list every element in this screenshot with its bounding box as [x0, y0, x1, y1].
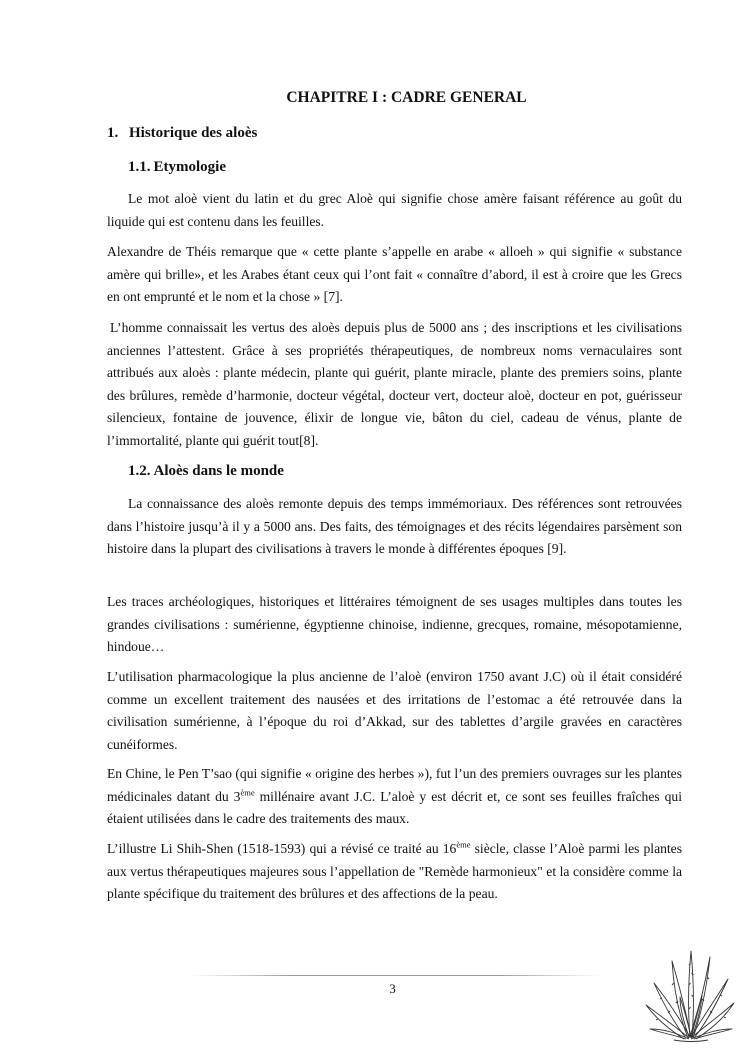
paragraph-text: millénaire avant J.C. L’aloè y est décrit et, ce sont ses feuilles fraîches qui étaient utilisées dans le cadre des traitements des maux.: [107, 788, 682, 826]
paragraph-monde-1: La connaissance des aloès remonte depuis des temps immémoriaux. Des références sont retrouvées dans l’histoire jusqu’à il y a 5000 ans. Des faits, des témoignages et des récits légendaires parsèment son histoire dans la plupart des civilisations à travers le monde à différentes époques [9].: [107, 496, 682, 556]
paragraph-monde-2: Les traces archéologiques, historiques et littéraires témoignent de ses usages multiples dans toutes les grandes civilisations : sumérienne, égyptienne chinoise, indienne, grecques, romaine, mésopotamienne, hindoue…: [107, 594, 682, 654]
subsection-number: 1.2.: [128, 463, 151, 479]
paragraph-etymologie-2: Alexandre de Théis remarque que « cette plante s’appelle en arabe « alloeh » qui signifie « substance amère qui brille», et les Arabes étant ceux qui l’ont fait « connaître d’abord, il est à croire que les Grecs en ont emprunté et le nom et la chose » [7].: [107, 244, 682, 304]
subsection-heading-monde: [128, 463, 284, 480]
superscript: ème: [456, 839, 471, 850]
paragraph-monde-5: [107, 838, 682, 906]
section-heading-historique: [107, 125, 257, 142]
subsection-number: 1.1.: [128, 159, 151, 175]
superscript: ème: [240, 786, 255, 797]
paragraph-text: En Chine, le Pen T’sao (qui signifie « origine des herbes »), fut l’un des premiers ouvrages sur les plantes médicinales datant du 3: [107, 766, 682, 804]
paragraph-text: L’illustre Li Shih-Shen (1518-1593) qui a révisé ce traité au 16: [107, 841, 457, 856]
aloe-plant-icon: [644, 943, 736, 1043]
chapter-title: CHAPITRE I : CADRE GENERAL: [286, 89, 527, 106]
section-number: 1.: [107, 125, 119, 141]
subsection-title: Etymologie: [153, 159, 226, 175]
paragraph-monde-3: L’utilisation pharmacologique la plus ancienne de l’aloè (environ 1750 avant J.C) où il était considéré comme un excellent traitement des nausées et des irritations de l’estomac a été retrouvée dans la civilisation sumérienne, à l’époque du roi d’Akkad, sur des tablettes d’argile gravées en caractères cunéiformes.: [107, 669, 682, 752]
subsection-title: Aloès dans le monde: [153, 463, 284, 479]
footer-divider: [190, 975, 600, 976]
section-title: Historique des aloès: [129, 125, 258, 141]
paragraph-etymologie-3: L’homme connaissait les vertus des aloès depuis plus de 5000 ans ; des inscriptions et les civilisations anciennes l’attestent. Grâce à ses propriétés thérapeutiques, de nombreux noms vernaculaires sont attribués aux aloès : plante médecin, plante qui guérit, plante miracle, plante des premiers soins, plante des brûlures, remède d’harmonie, docteur végétal, docteur vert, docteur aloè, docteur en pot, guérisseur silencieux, fontaine de jouvence, élixir de longue vie, bâton du ciel, cadeau de vénus, plante de l’immortalité, plante qui guérit tout[8].: [107, 320, 682, 448]
paragraph-etymologie-1: Le mot aloè vient du latin et du grec Aloè qui signifie chose amère faisant référence au goût du liquide qui est contenu dans les feuilles.: [107, 191, 682, 229]
subsection-heading-etymologie: [128, 159, 226, 176]
paragraph-text: siècle, classe l’Aloè parmi les plantes aux vertus thérapeutiques majeures sous l’appellation de "Remède harmonieux" et la considère comme la plante spécifique du traitement des brûlures et des affections de la peau.: [107, 841, 683, 901]
paragraph-monde-4: [107, 763, 682, 831]
page-number: 3: [389, 981, 396, 996]
